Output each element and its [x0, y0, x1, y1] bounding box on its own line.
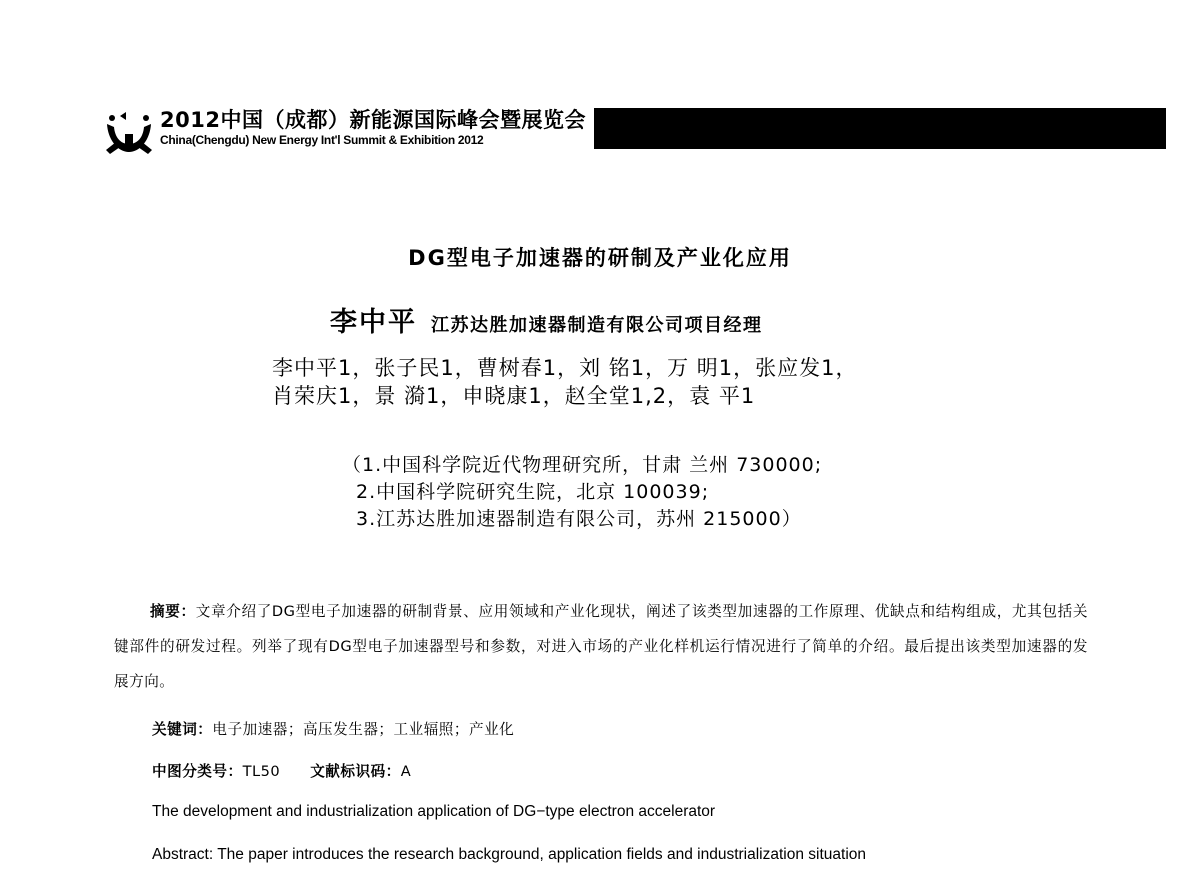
class-value: TL50: [242, 763, 281, 780]
affiliation-line: 2.中国科学院研究生院，北京 100039;: [356, 481, 710, 503]
affiliation-list: [342, 452, 822, 533]
event-title-en: China(Chengdu) New Energy Int'l Summit & Exhibition 2012: [160, 133, 484, 147]
abstract-text: 文章介绍了DG型电子加速器的研制背景、应用领域和产业化现状，阐述了该类型加速器的工作原理、优缺点和结构组成，尤其包括关键部件的研发过程。列举了现有DG型电子加速器型号和参数，对进入市场的产业化样机运行情况进行了简单的介绍。最后提出该类型加速器的发展方向。: [114, 603, 1088, 690]
english-title: The development and industrialization application of DG−type electron accelerator: [152, 803, 716, 820]
paper-title: DG型电子加速器的研制及产业化应用: [408, 246, 792, 270]
affiliation-line: 3.江苏达胜加速器制造有限公司，苏州 215000）: [356, 508, 802, 530]
header-black-bar: [594, 108, 1166, 149]
abstract-cn: [114, 594, 1088, 699]
english-abstract: [152, 846, 866, 864]
presenter-line: [330, 300, 763, 339]
event-title-cn: 2012中国（成都）新能源国际峰会暨展览会: [160, 108, 586, 132]
presenter-name: 李中平: [330, 307, 417, 338]
english-abstract-label: Abstract:: [152, 846, 214, 863]
conference-header: [0, 0, 1200, 160]
classification-line: [152, 760, 411, 781]
presenter-affiliation: 江苏达胜加速器制造有限公司项目经理: [431, 315, 763, 336]
doc-code-value: A: [400, 763, 412, 780]
class-label: 中图分类号：: [152, 763, 243, 780]
keywords-label: 关键词：: [152, 721, 213, 738]
conference-logo-icon: [104, 110, 154, 156]
doc-code-label: 文献标识码：: [310, 763, 401, 780]
english-abstract-text: The paper introduces the research background, application fields and industrialization situation: [217, 846, 867, 863]
author-line: 李中平1，张子民1，曹树春1，刘 铭1，万 明1，张应发1，: [272, 356, 858, 380]
abstract-label: 摘要：: [150, 603, 196, 620]
keywords-text: 电子加速器；高压发生器；工业辐照；产业化: [212, 721, 515, 738]
author-list: [272, 354, 858, 410]
affiliation-line: （1.中国科学院近代物理研究所，甘肃 兰州 730000;: [342, 454, 823, 476]
keywords-line: [152, 718, 514, 739]
author-line: 肖荣庆1，景 漪1，申晓康1，赵全堂1,2，袁 平1: [272, 384, 756, 408]
